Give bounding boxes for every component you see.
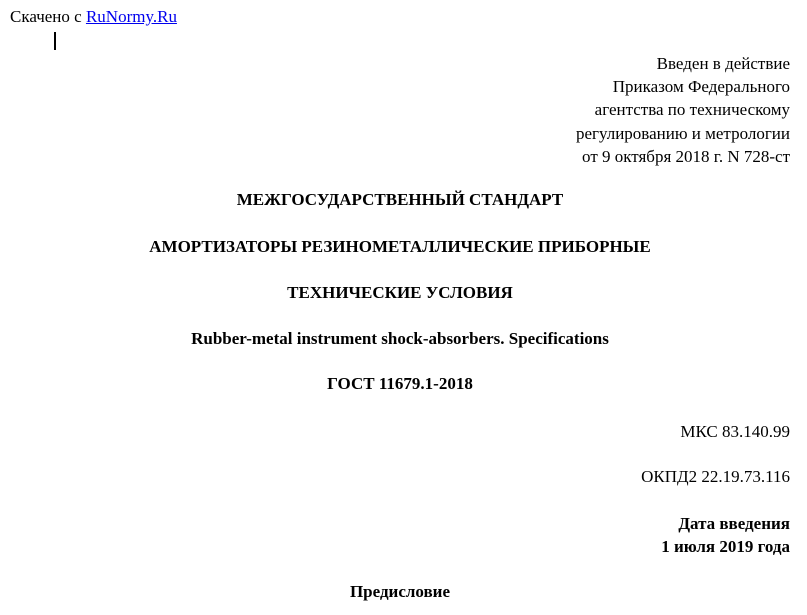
enactment-line-3: агентства по техническому: [594, 100, 790, 120]
enactment-line-1: Введен в действие: [656, 54, 790, 73]
enactment-line-4: регулированию и метрологии: [575, 123, 790, 143]
intro-date-label: Дата введения: [678, 514, 790, 533]
okpd-code: ОКПД2 22.19.73.116: [641, 467, 790, 486]
standard-type-heading: МЕЖГОСУДАРСТВЕННЫЙ СТАНДАРТ: [236, 190, 564, 209]
gost-number: ГОСТ 11679.1-2018: [327, 374, 473, 393]
document-title: АМОРТИЗАТОРЫ РЕЗИНОМЕТАЛЛИЧЕСКИЕ ПРИБОРНЫЕ: [149, 237, 651, 256]
download-prefix: Скачено с: [10, 7, 82, 26]
mks-code: МКС 83.140.99: [680, 422, 790, 441]
enactment-line-5: от 9 октября 2018 г. N 728-ст: [582, 146, 790, 166]
text-cursor: [54, 32, 56, 50]
download-source-line: [10, 6, 177, 28]
foreword-heading: Предисловие: [349, 582, 451, 601]
runormy-link[interactable]: RuNormy.Ru: [85, 7, 177, 26]
intro-date-value: 1 июля 2019 года: [661, 537, 790, 556]
english-title: Rubber-metal instrument shock-absorbers. Specifications: [191, 329, 609, 348]
enactment-note: [576, 52, 790, 168]
enactment-line-2: Приказом Федерального: [612, 77, 790, 97]
document-subtitle: ТЕХНИЧЕСКИЕ УСЛОВИЯ: [287, 283, 513, 302]
